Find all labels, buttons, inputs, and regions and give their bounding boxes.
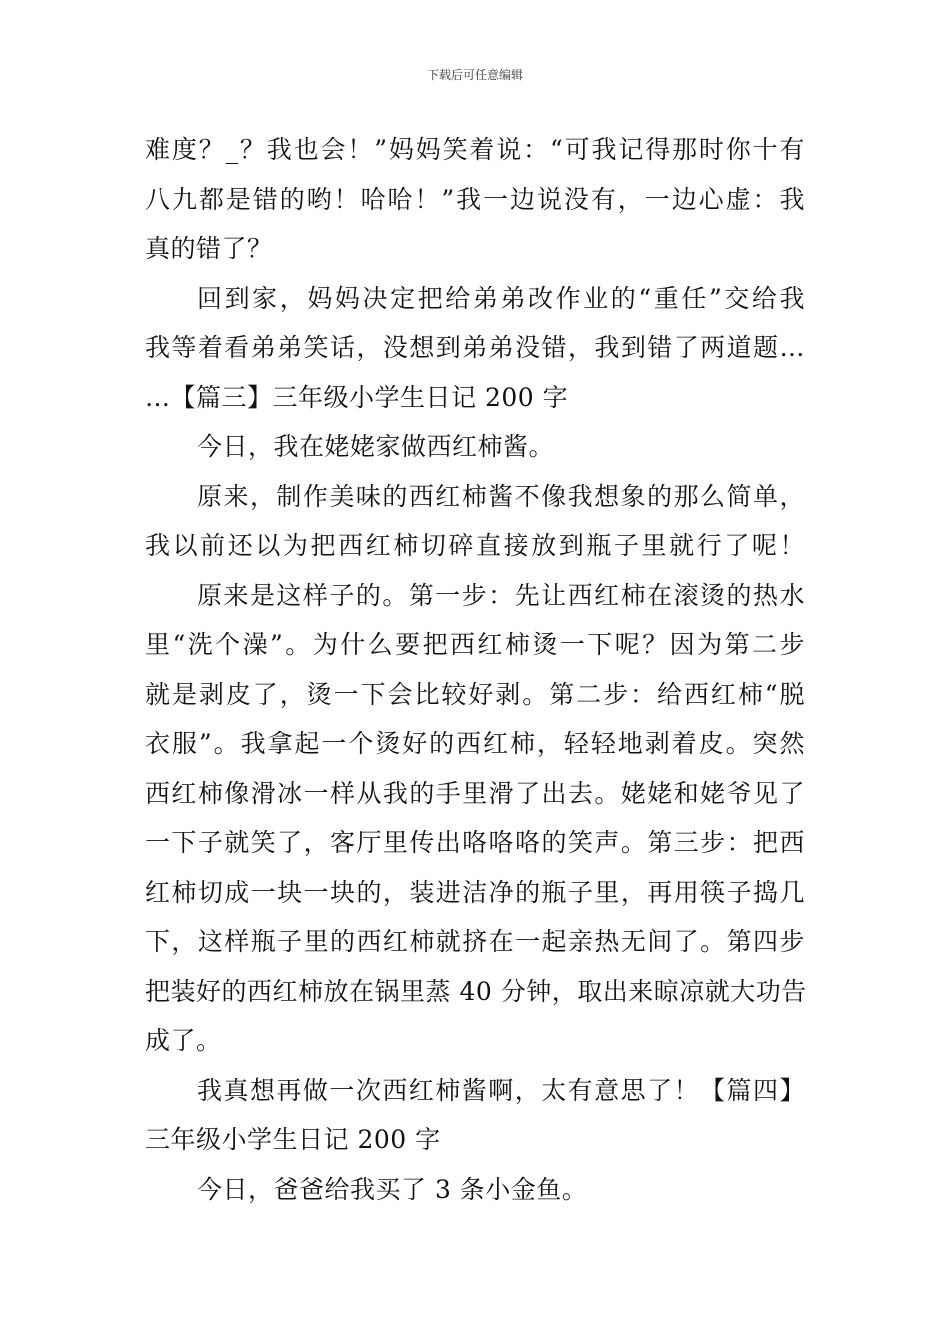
text-line: 今日，我在姥姥家做西红柿酱。 [197, 432, 555, 461]
text-line: 今日，爸爸给我买了 3 条小金鱼。 [197, 1174, 588, 1204]
text-line: 就是剥皮了，烫一下会比较好剥。第二步：给西红柿“脱 [145, 679, 805, 709]
text-line: 我真想再做一次西红柿酱啊，太有意思了！【篇四】 [197, 1075, 805, 1105]
text-line: 一下子就笑了，客厅里传出咯咯咯的笑声。第三步：把西 [145, 828, 805, 857]
text-line: 回到家，妈妈决定把给弟弟改作业的“重任”交给我 [197, 283, 805, 313]
text-line: 八九都是错的哟！哈哈！”我一边说没有，一边心虚：我 [145, 184, 805, 214]
document-body [145, 125, 805, 1214]
text-line: …【篇三】三年级小学生日记 200 字 [145, 382, 569, 412]
text-line: 西红柿像滑冰一样从我的手里滑了出去。姥姥和姥爷见了 [145, 778, 805, 808]
text-line: 里“洗个澡”。为什么要把西红柿烫一下呢？因为第二步 [145, 630, 805, 659]
text-line: 难度？_？我也会！”妈妈笑着说：“可我记得那时你十有 [145, 135, 805, 164]
text-line: 原来是这样子的。第一步：先让西红柿在滚烫的热水 [197, 580, 805, 610]
text-line: 成了。 [145, 1026, 222, 1055]
page-header: 下载后可任意编辑 [426, 68, 523, 82]
text-line: 原来，制作美味的西红柿酱不像我想象的那么简单， [197, 481, 805, 511]
text-line: 下，这样瓶子里的西红柿就挤在一起亲热无间了。第四步 [145, 927, 805, 956]
text-line: 衣服”。我拿起一个烫好的西红柿，轻轻地剥着皮。突然 [145, 729, 805, 758]
text-line: 把装好的西红柿放在锅里蒸 40 分钟，取出来晾凉就大功告 [145, 976, 807, 1006]
text-line: 真的错了？ [145, 234, 273, 263]
text-line: 我等着看弟弟笑话，没想到弟弟没错，我到错了两道题… [145, 333, 805, 362]
text-line: 红柿切成一块一块的，装进洁净的瓶子里，再用筷子捣几 [145, 877, 805, 907]
text-line: 三年级小学生日记 200 字 [145, 1125, 441, 1154]
text-line: 我以前还以为把西红柿切碎直接放到瓶子里就行了呢！ [145, 531, 805, 560]
